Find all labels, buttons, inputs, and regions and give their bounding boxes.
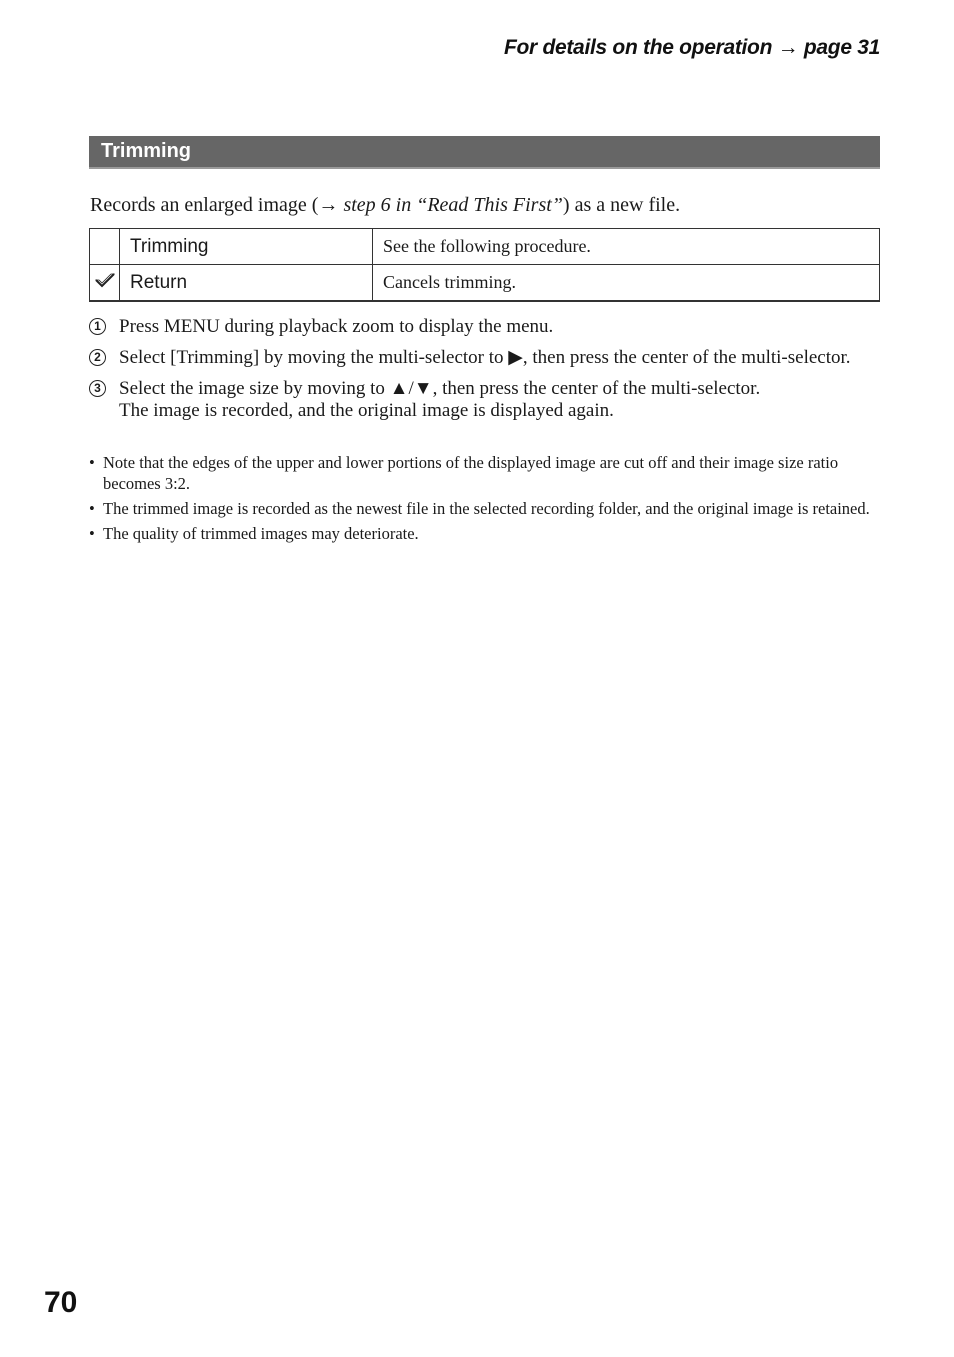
page-number: 70 <box>44 1286 78 1319</box>
step-number: 2 <box>89 349 106 366</box>
page-header-reference: For details on the operation → page 31 <box>504 36 880 59</box>
step-text: Press MENU during playback zoom to display the menu. <box>119 316 554 337</box>
table-row <box>90 265 880 302</box>
note-text: The trimmed image is recorded as the newest file in the selected recording folder, and the original image is retained. <box>103 499 870 518</box>
section-title-bar <box>89 136 880 169</box>
intro-reference: step 6 in “Read This First” <box>343 194 563 216</box>
checkmark-icon <box>94 271 116 289</box>
step-item <box>89 378 889 422</box>
notes-list <box>89 452 880 548</box>
bullet: • <box>89 499 95 518</box>
bullet: • <box>89 524 95 543</box>
step-item <box>89 347 889 369</box>
intro-after: ) as a new file. <box>562 194 681 216</box>
procedure-steps <box>89 316 889 431</box>
step-number: 1 <box>89 318 106 335</box>
step-item <box>89 316 889 338</box>
option-description: Cancels trimming. <box>373 265 880 302</box>
step-text: Select [Trimming] by moving the multi-selector to ▶, then press the center of the multi-selector. <box>119 347 851 368</box>
intro-before: Records an enlarged image (→ <box>90 194 344 216</box>
step-text: Select the image size by moving to ▲/▼, then press the center of the multi-selector. <box>119 378 761 399</box>
icon-cell <box>90 229 120 265</box>
option-label: Trimming <box>120 229 373 265</box>
intro-text <box>90 194 680 217</box>
note-text: The quality of trimmed images may deteriorate. <box>103 524 419 543</box>
option-label: Return <box>120 265 373 302</box>
step-number: 3 <box>89 380 106 397</box>
note-text: Note that the edges of the upper and lower portions of the displayed image are cut off and their image size ratio becomes 3:2. <box>103 453 839 493</box>
list-item <box>89 452 880 494</box>
step-result-text: The image is recorded, and the original image is displayed again. <box>119 400 614 421</box>
list-item <box>89 523 880 544</box>
list-item <box>89 498 880 519</box>
bullet: • <box>89 453 95 472</box>
menu-options-table <box>89 228 880 302</box>
option-description: See the following procedure. <box>373 229 880 265</box>
section-title: Trimming <box>101 140 192 162</box>
table-row <box>90 229 880 265</box>
icon-cell <box>90 265 120 302</box>
